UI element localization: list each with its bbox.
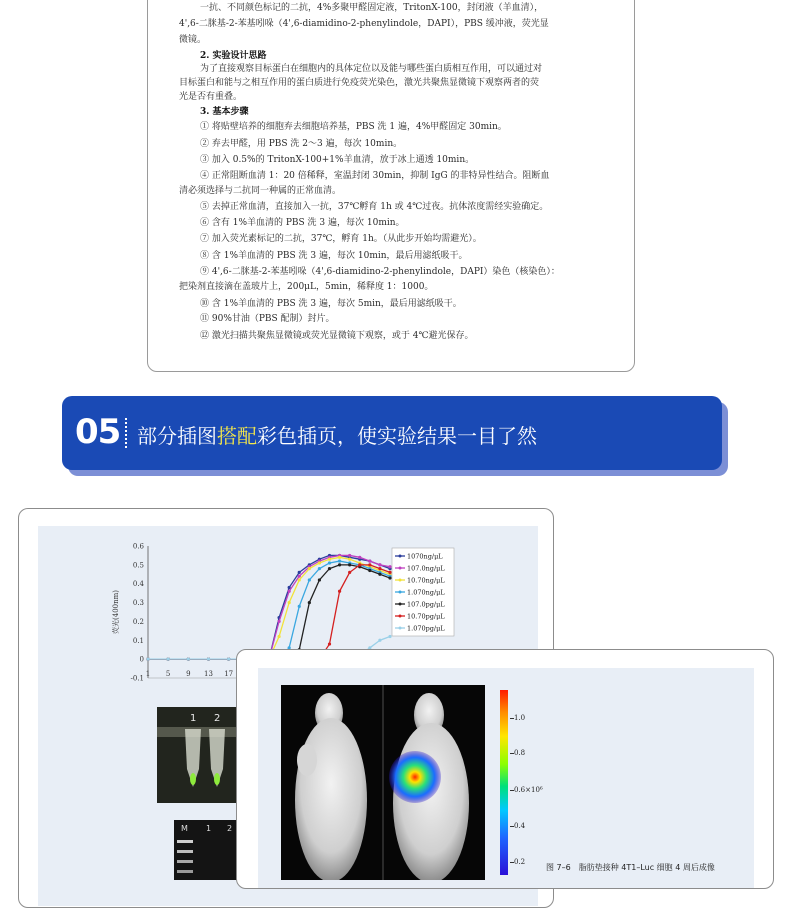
colorbar-label: 0.2 (514, 858, 526, 866)
x-tick-label: 13 (204, 670, 213, 678)
series-point (368, 559, 371, 562)
series-line (148, 557, 390, 659)
text-line: 4',6-二脒基-2-苯基吲哚（4',6-diamidino-2-phenylindole，DAPI），PBS 缓冲液，荧光显 (179, 19, 549, 29)
series-point (348, 563, 351, 566)
text-line: ⑦ 加入荧光素标记的二抗，37℃，孵育 1h。（从此步开始均需避光）。 (200, 234, 482, 244)
legend-label: 10.70ng/μL (407, 576, 445, 585)
y-tick-label: 0.3 (132, 599, 144, 608)
x-tick-label: 1 (145, 670, 151, 678)
mice-image (281, 685, 485, 880)
series-line (148, 555, 390, 659)
series-point (207, 658, 210, 661)
y-tick-label: 0.1 (132, 636, 144, 645)
series-point (348, 558, 351, 561)
text-line: ⑩ 含 1%羊血清的 PBS 洗 3 遍，每次 5min，最后用滤纸吸干。 (200, 299, 462, 309)
tube-image (157, 707, 241, 803)
series-line (148, 565, 390, 659)
series-point (298, 578, 301, 581)
tube-label: 2 (214, 713, 221, 724)
series-point (277, 620, 280, 623)
text-line: 光是否有重叠。 (179, 92, 243, 102)
legend-marker (399, 591, 402, 594)
section-heading (200, 0, 272, 1)
tube-photo (157, 707, 241, 803)
y-tick-label: 0.6 (132, 542, 144, 551)
colorbar-label: 0.4 (514, 822, 526, 830)
legend-label: 10.70pg/μL (407, 612, 445, 621)
series-line (148, 555, 390, 659)
series-point (146, 658, 149, 661)
series-point (388, 571, 391, 574)
gel-lane-label: 2 (227, 824, 233, 833)
series-point (328, 642, 331, 645)
legend-label: 1.070pg/μL (407, 624, 445, 633)
series-point (187, 658, 190, 661)
colorbar (500, 690, 508, 875)
text-line: ⑫ 激光扫描共聚焦显微镜或荧光显微镜下观察，或于 4℃避光保存。 (200, 331, 474, 341)
series-point (388, 565, 391, 568)
series-point (308, 601, 311, 604)
series-point (348, 571, 351, 574)
series-point (328, 561, 331, 564)
series-point (338, 590, 341, 593)
series-point (378, 639, 381, 642)
series-point (388, 576, 391, 579)
legend-marker (399, 567, 402, 570)
gel-bands (174, 820, 240, 880)
colorbar-label: 1.0 (514, 714, 526, 722)
text-line: ⑤ 去掉正常血清，直接加入一抗，37℃孵育 1h 或 4℃过夜。抗体浓度需经实验确定。 (200, 202, 549, 212)
text-line: ⑨ 4',6-二脒基-2-苯基吲哚（4',6-diamidino-2-phenylindole，DAPI）染色（核染色）： (200, 267, 560, 277)
series-line (148, 561, 390, 659)
series-point (358, 556, 361, 559)
text-card (147, 0, 635, 372)
y-tick-label: 0.2 (132, 617, 144, 626)
section-banner (62, 396, 722, 470)
section-title (137, 420, 537, 449)
title-part: 彩色插页，使实验结果一目了然 (257, 424, 537, 448)
legend-marker (399, 627, 402, 630)
legend-label: 107.0pg/μL (407, 600, 445, 609)
series-line (148, 565, 390, 659)
series-point (348, 554, 351, 557)
series-point (318, 578, 321, 581)
series-point (318, 561, 321, 564)
gel-lane-label: 1 (206, 824, 212, 833)
legend-label: 1070ng/μL (407, 552, 443, 561)
title-part: 部分插图 (137, 424, 217, 448)
legend-label: 1.070ng/μL (407, 588, 445, 597)
series-point (378, 563, 381, 566)
gel-lane-label: M (181, 824, 188, 833)
legend-marker (399, 579, 402, 582)
series-point (288, 601, 291, 604)
legend-marker (399, 615, 402, 618)
x-tick-label: 9 (186, 670, 191, 678)
series-point (308, 578, 311, 581)
x-tick-label: 17 (224, 670, 234, 678)
y-axis-label: 荧光(400nm) (112, 590, 120, 634)
text-line: ① 将贴壁培养的细胞弃去细胞培养基，PBS 洗 1 遍，4%甲醛固定 30min。 (200, 122, 507, 132)
title-highlight: 搭配 (217, 424, 257, 448)
text-line: ⑪ 90%甘油（PBS 配制）封片。 (200, 314, 335, 324)
series-point (328, 558, 331, 561)
legend-label: 107.0ng/μL (407, 564, 445, 573)
text-line: 一抗、不同颜色标记的二抗，4%多聚甲醛固定液，TritonX-100，封闭液（羊血清）， (200, 3, 544, 13)
series-point (277, 635, 280, 638)
series-point (308, 567, 311, 570)
text-line: ③ 加入 0.5%的 TritonX-100+1%羊血清，放于冰上通透 10min。 (200, 155, 475, 165)
series-point (378, 567, 381, 570)
section-number: 05 (75, 412, 121, 452)
banner-divider (125, 418, 127, 448)
text-line: ④ 正常阻断血清 1：20 倍稀释，室温封闭 30min，抑制 IgG 的非特异性结合。阻断血 (200, 171, 550, 181)
legend-marker (399, 555, 402, 558)
figure-caption: 图 7–6 脂肪垫接种 4T1–Luc 细胞 4 周后成像 (546, 863, 715, 872)
series-point (358, 563, 361, 566)
text-line: ② 弃去甲醛，用 PBS 洗 2～3 遍，每次 10min。 (200, 139, 403, 149)
series-point (298, 571, 301, 574)
series-point (298, 605, 301, 608)
legend-marker (399, 603, 402, 606)
series-point (378, 573, 381, 576)
series-point (368, 563, 371, 566)
series-point (288, 590, 291, 593)
tube-label: 1 (190, 713, 197, 724)
text-line: ⑥ 含有 1%羊血清的 PBS 洗 3 遍，每次 10min。 (200, 218, 405, 228)
text-line: ⑧ 含 1%羊血清的 PBS 洗 3 遍，每次 10min，最后用滤纸吸干。 (200, 251, 468, 261)
text-line: 清必须选择与二抗同一种属的正常血清。 (179, 186, 342, 196)
text-line: 目标蛋白和能与之相互作用的蛋白质进行免疫荧光染色，激光共聚焦显微镜下观察两者的荧 (179, 78, 540, 88)
mouse-imaging-photo (281, 685, 485, 880)
text-line: 微镜。 (179, 35, 207, 45)
series-point (318, 567, 321, 570)
text-line: 把染剂直接滴在盖玻片上，200μL，5min，稀释度 1：1000。 (179, 282, 434, 292)
series-point (227, 658, 230, 661)
series-point (328, 567, 331, 570)
series-point (338, 556, 341, 559)
y-tick-label: -0.1 (130, 674, 144, 683)
colorbar-label: 0.8 (514, 749, 526, 757)
x-tick-label: 5 (165, 670, 171, 678)
y-tick-label: 0.4 (132, 580, 144, 589)
series-point (388, 635, 391, 638)
gel-photo (174, 820, 240, 880)
colorbar-label: 0.6×10⁶ (514, 786, 543, 794)
y-tick-label: 0 (139, 655, 144, 664)
series-point (298, 575, 301, 578)
series-point (368, 569, 371, 572)
series-point (338, 563, 341, 566)
section-heading: 2. 实验设计思路 (200, 51, 267, 61)
series-point (167, 658, 170, 661)
y-tick-label: 0.5 (132, 561, 144, 570)
series-point (338, 559, 341, 562)
text-line: 为了直接观察目标蛋白在细胞内的具体定位以及能与哪些蛋白质相互作用，可以通过对 (200, 64, 543, 74)
section-heading: 3. 基本步骤 (200, 107, 249, 117)
